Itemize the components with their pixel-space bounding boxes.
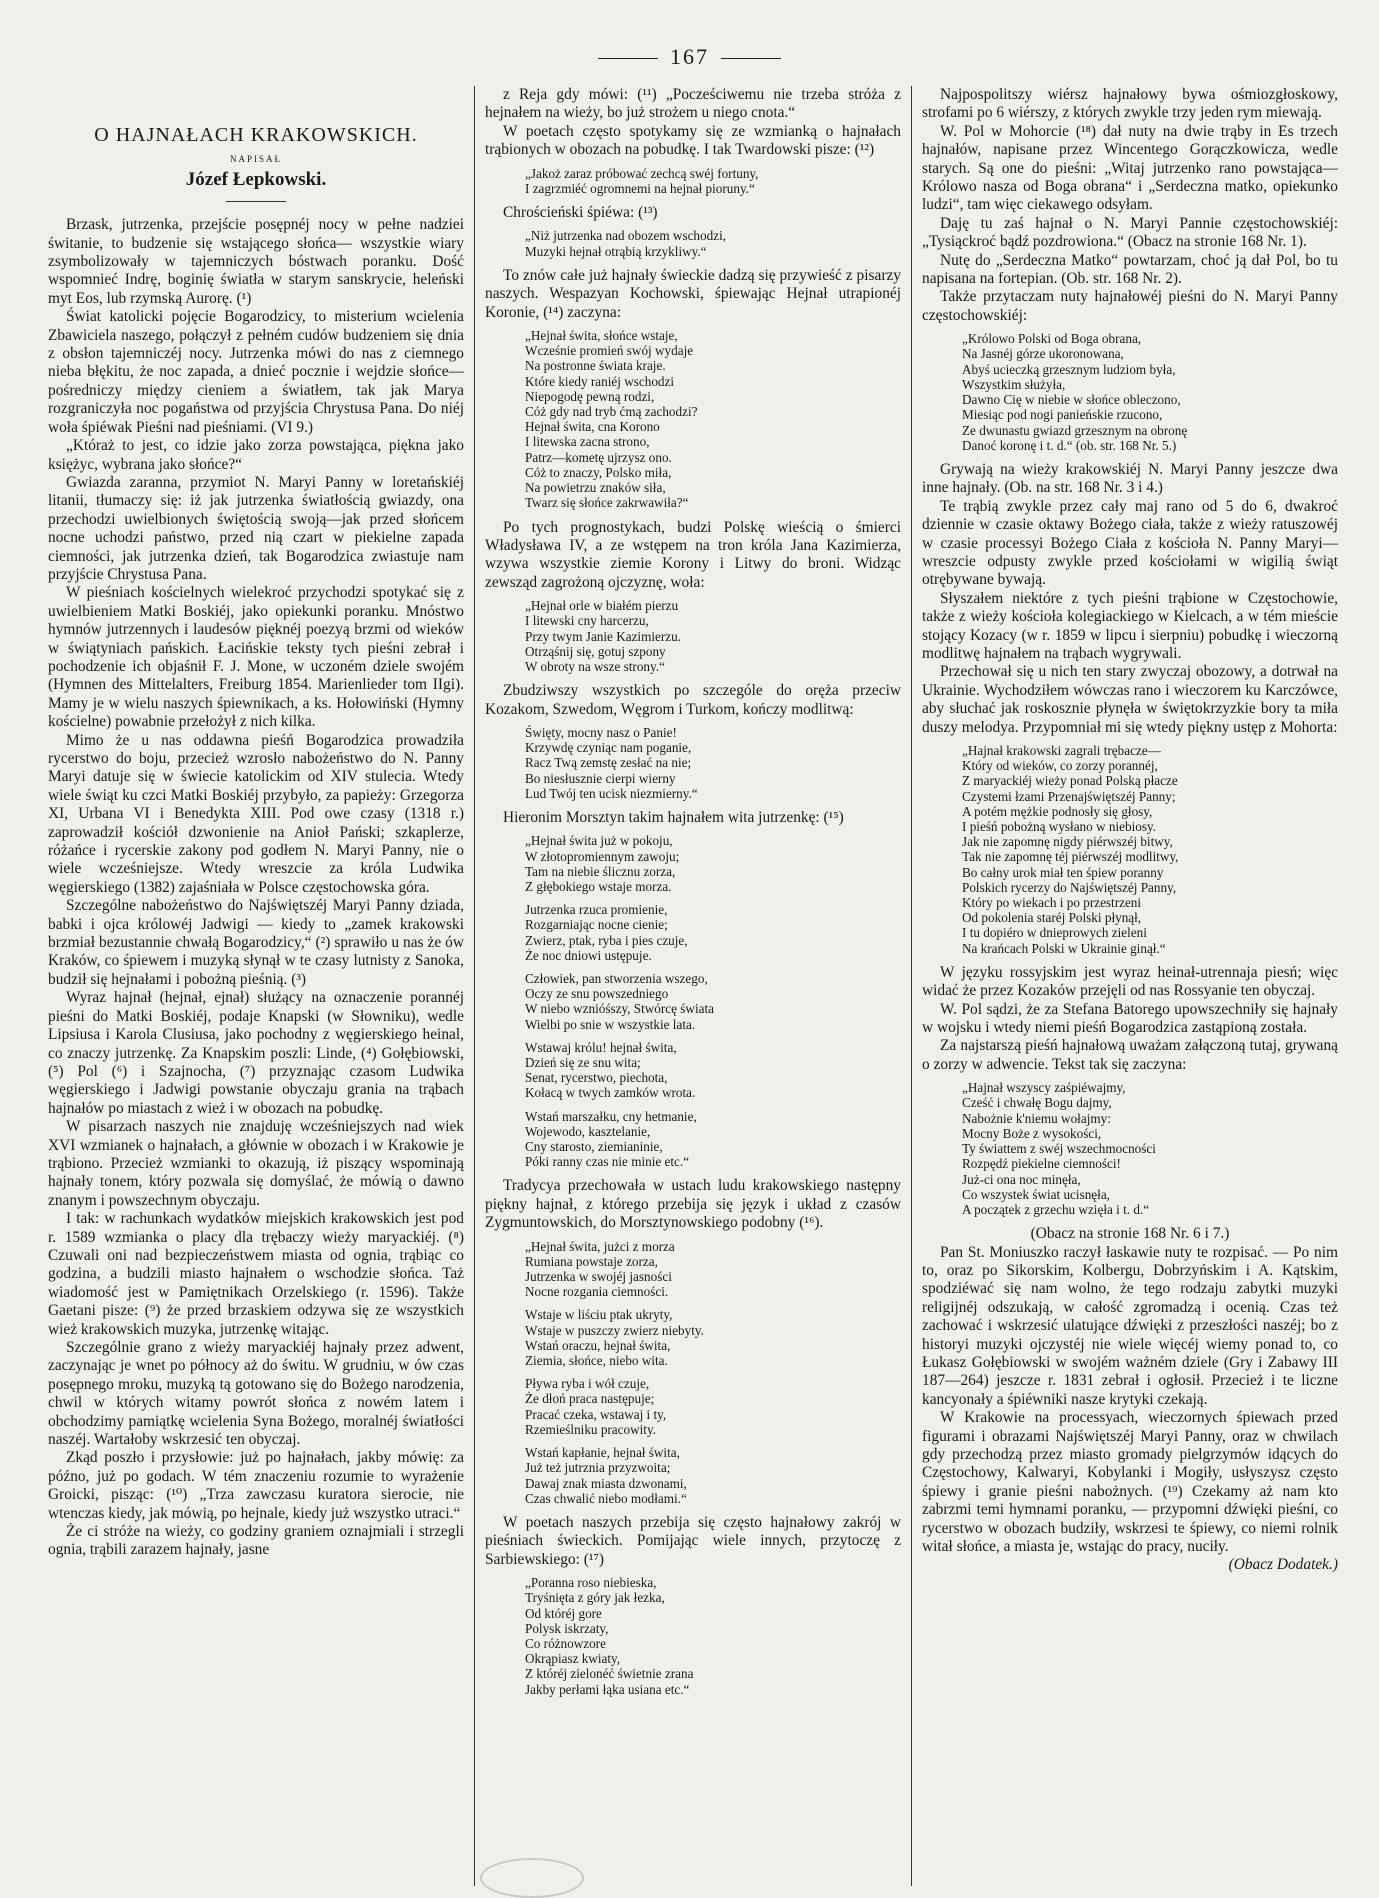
poem-line: Otrząśnij się, gotuj szpony: [525, 643, 666, 659]
poem-line: Od pokolenia staréj Polski płynął,: [962, 910, 1142, 926]
poem-stanza: [962, 743, 1338, 956]
poem-line: „Hejnał świta, słońce wstaje,: [525, 328, 678, 344]
poem-line: Wstawaj królu! hejnał świta,: [525, 1039, 677, 1055]
byline-label: NAPISAŁ: [229, 154, 282, 165]
poem-line: Który po wiekach i po przestrzeni: [962, 895, 1142, 911]
poem-line: Bo całny urok miał ten śpiew poranny: [962, 864, 1164, 880]
paragraph: Wyraz hajnał (hejnał, ejnał) służący na oznaczenie porannéj pieśni do Matki Boskiéj, podaje Knapski (w Słowniku), wedle Lipsiusa i Karola Clusiusa, jako pochodny z węgierskiego heinal, co znaczy jutrzenkę. Za Knapskim poszli: Linde, (⁴) Gołębiowski, (⁵) Pol (⁶) i Szajnocha, (⁷) przyznając czasom Ludwika węgierskiego i Jadwigi powstanie obyczaju grania na trąbach hajnałów po miastach z wież i w obozach na pobudkę.: [48, 989, 464, 1117]
poem-line: Rozpędź piekielne ciemności!: [962, 1156, 1121, 1172]
paragraph: Gwiazda zaranna, przymiot N. Maryi Panny w loretańskiéj litanii, tłumaczy się: iż jak jutrzenka światłością gwiazdy, ona przechodzi uwielbionych świętością swoją—jak przed słońcem nocne uchodzi państwo, przed nią czart w piekielne zapada ciemności, jak jutrzenka dzień, tak Bogarodzica zwiastuje nam przyjście Chrystusa Pana.: [48, 473, 464, 583]
text-columns: [38, 86, 1348, 1886]
poem-line: Wstaje w puszczy zwierz niebyty.: [525, 1322, 704, 1338]
poem-stanza: [525, 1239, 901, 1300]
paragraph: Hieronim Morsztyn takim hajnałem wita jutrzenkę: (¹⁵): [503, 808, 844, 826]
paragraph: W poetach często spotykamy się ze wzmianką o hajnałach trąbionych w obozach na pobudkę. I tak Twardowski pisze: (¹²): [485, 122, 901, 159]
poem-line: Tam na niebie ślicznu zorza,: [525, 863, 676, 879]
poem-quote: [525, 166, 901, 196]
poem-line: Wcześnie promień swój wydaje: [525, 343, 694, 359]
paragraph: Najpospolitszy wiérsz hajnałowy bywa ośmiozgłoskowy, strofami po 6 wiérszy, z których zwykle trzy jeden rym miewają.: [922, 86, 1338, 122]
poem-line: Cześć i chwałę Bogu dajmy,: [962, 1095, 1112, 1111]
poem-stanza: [525, 902, 901, 963]
paragraph: W pieśniach kościelnych wielekroć przychodzi spotykać się z uwielbieniem Matki Boskiéj, jako opiekunki poranku. Mnóstwo hymnów jutrzennych i laudesów pięknéj poezyą brzmi od wieków w świątyniach pańskich. Łacińskie teksty tych pieśni zebrał i pochodzenie ich objaśnił F. J. Mone, w uczoném dziele swojém (Hymnen des Mittelalters, Freiburg 1854. Marienlieder tom IIgi). Mamy je w wielu naszych śpiewnikach, a ks. Hołowiński (Hymny kościelne) powabnie przełożył z nich kilka.: [48, 584, 464, 731]
poem-line: „Królowo Polski od Boga obrana,: [962, 331, 1142, 347]
poem-line: Racz Twą zemstę zesłać na nie;: [525, 755, 692, 771]
column-2: [474, 86, 911, 1886]
poem-line: Polskich rycerzy do Najświętszéj Panny,: [962, 879, 1177, 895]
poem-line: „Poranna roso niebieska,: [525, 1575, 657, 1591]
paragraph: Brzask, jutrzenka, przejście posępnéj nocy w pełne nadziei świtanie, to budzenie się wstającego słońca— wszystkie wiary zsymbolizowały w tajemniczych bóstwach poranku. Dość wspomnieć Indrę, boginię światła w starym sanskrycie, heleński myt Eos, lub rzymską Aurorę. (¹): [48, 216, 464, 307]
poem-line: Co wszystek świat ucisnęła,: [962, 1186, 1110, 1202]
poem-line: Ziemia, słońce, niebo wita.: [525, 1353, 668, 1369]
paragraph: Po tych prognostykach, budzi Polskę wieścią o śmierci Władysława IV, a ze wstępem na tron króla Jana Kazimierza, wzywa wszystkie ziemie Korony i Litwy do broni. Widząc zewsząd zagrożoną ojczyznę, woła:: [485, 518, 901, 591]
poem-line: Krzywdę czyniąc nam poganie,: [525, 740, 692, 756]
poem-line: Okrąpiasz kwiaty,: [525, 1651, 621, 1667]
paragraph: Szczególne nabożeństwo do Najświętszéj Maryi Panny dziada, babki i ojca królowéj Jadwigi — kiedy to „zamek krakowski brzmiał bezustannie chwałą Bogarodzicy,“ (²) sprawiło u nas że ów Kraków, co śpiewem i muzyką słynął w te czasy lutnisty z Sanoka, budził się hejnałami i pobożną pieśnią. (³): [48, 897, 464, 988]
poem-line: Który od wieków, co zorzy porannéj,: [962, 758, 1158, 774]
poem-line: I pieśń pobożną wysłano w niebiosy.: [962, 819, 1156, 835]
paragraph: W poetach naszych przebija się często hajnałowy zakrój w pieśniach świeckich. Pomijając wiele innych, przytoczę z Sarbiewskiego: (¹⁷): [485, 1513, 901, 1568]
poem-line: „Jakoż zaraz próbować zechcą swéj fortuny,: [525, 165, 759, 181]
poem-line: I tu dopiéro w dnieprowych zieleni: [962, 925, 1147, 941]
poem-stanza: [525, 228, 901, 258]
paragraph: Nutę do „Serdeczna Matko“ powtarzam, choć ją dał Pol, bo tu napisana na fortepian. (Ob. str. 168 Nr. 2).: [922, 251, 1338, 288]
poem-stanza: [525, 328, 901, 510]
paragraph: (Obacz Dodatek.): [1228, 1556, 1338, 1574]
poem-stanza: [525, 1445, 901, 1506]
poem-line: Co różnowzore: [525, 1635, 606, 1651]
poem-line: I litewski cny harcerzu,: [525, 613, 649, 629]
poem-line: Rumiana powstaje zorza,: [525, 1253, 658, 1269]
poem-stanza: [525, 971, 901, 1032]
poem-line: Wojewodo, kasztelanie,: [525, 1123, 651, 1139]
poem-line: Że noc dniowi ustępuje.: [525, 947, 652, 963]
poem-line: Przy twym Janie Kazimierzu.: [525, 628, 682, 644]
poem-line: A początek z grzechu wzięła i t. d.“: [962, 1201, 1150, 1217]
poem-stanza: [962, 1080, 1338, 1217]
poem-line: Na krańcach Polski w Ukrainie ginął.“: [962, 940, 1166, 956]
paragraph: Przechował się u nich ten stary zwyczaj obozowy, a dotrwał na Ukrainie. Wychodziłem wówczas rano i wieczorem ku Karczówce, aby słuchać jak roskosznie płynęła w świętokrzyzkie bory ta miła duszy melodya. Przypomniał mi się wtedy piękny ustęp z Mohorta:: [922, 663, 1338, 736]
page-number-text: 167: [670, 44, 709, 69]
column-1: [38, 86, 474, 1886]
paragraph: „Któraż to jest, co idzie jako zorza powstająca, piękna jako księżyc, wybrana jako słońce?“: [48, 437, 464, 473]
poem-line: Z któréj zielonéć świetnie zrana: [525, 1666, 694, 1682]
paragraph: Tradycya przechowała w ustach ludu krakowskiego następny piękny hajnał, z którego przebija się język i układ z czasów Zygmuntowskich, do Morsztynowskiego podobny (¹⁶).: [485, 1177, 901, 1232]
poem-stanza: [962, 331, 1338, 453]
poem-line: Na postronne świata kraje.: [525, 358, 666, 374]
poem-line: Ze dwunastu gwiazd grzesznym na obronę: [962, 422, 1188, 438]
poem-line: Na Jasnéj górze ukoronowana,: [962, 346, 1124, 362]
paragraph: Także przytaczam nuty hajnałowéj pieśni do N. Maryi Panny częstochowskiéj:: [922, 288, 1338, 324]
poem-line: Póki ranny czas nie minie etc.“: [525, 1154, 690, 1170]
paragraph: (Obacz na stronie 168 Nr. 6 i 7.): [1030, 1225, 1230, 1243]
paragraph: Świat katolicki pojęcie Bogarodzicy, to misterium wcielenia Zbawiciela naszego, połączył z pełném cudów budzeniem się dnia z obsłon tajemniczéj nocy. Jutrzenka mówi do nas z ciemnego nieba błękitu, że noc zapada, a dnieć pocznie i wejdzie słońce—pośredniczy między cieniem a światłem, tak jak Marya rozgraniczyła noc pogaństwa od przyjścia Chrystusa Pana. Do niéj woła śpiéwak Pieśni nad pieśniami. (VI 9.): [48, 308, 464, 436]
poem-line: Muzyki hejnał otrąbią krzykliwy.“: [525, 243, 707, 259]
poem-line: W niebo wznióśszy, Stwórcę świata: [525, 1001, 714, 1017]
poem-stanza: [525, 725, 901, 801]
paragraph: Grywają na wieży krakowskiéj N. Maryi Panny jeszcze dwa inne hajnały. (Ob. na str. 168 Nr. 3 i 4.): [922, 460, 1338, 497]
poem-quote: [525, 833, 901, 1169]
poem-line: Czystemi łzami Przenajświętszéj Panny;: [962, 788, 1176, 804]
poem-stanza: [525, 166, 901, 196]
poem-line: Wstań marszałku, cny hetmanie,: [525, 1108, 697, 1124]
article-title: O HAJNAŁACH KRAKOWSKICH.: [94, 124, 418, 146]
paragraph: W. Pol w Mohorcie (¹⁸) dał nuty na dwie trąby in Es trzech hajnałów, napisane przez Wincentego Gorączkowicza, wedle starych. Są one do pieśni: „Witaj jutrzenko rano powstająca—Królowo nasza od Boga obrana“ i „Serdeczna matko, opiekunko ludzi“, tam więc ciekawego odsyłam.: [922, 122, 1338, 214]
poem-quote: [525, 1239, 901, 1506]
poem-line: Cny starosto, ziemianinie,: [525, 1139, 663, 1155]
page-number-rule-left: [598, 58, 658, 59]
poem-line: Już też jutrznia przyzwoita;: [525, 1460, 671, 1476]
poem-line: Wstań oraczu, hejnał świta,: [525, 1337, 671, 1353]
poem-line: Niepogodę pewną rodzi,: [525, 388, 655, 404]
poem-line: A potém mężkie podnosły się głosy,: [962, 803, 1153, 819]
paragraph: z Reja gdy mówi: (¹¹) „Pocześciwemu nie trzeba stróża z hejnałem na wieży, bo już strożem u niego cnota.“: [485, 86, 901, 122]
poem-line: Tak nie zapomnę téj piérwszéj modlitwy,: [962, 849, 1179, 865]
paragraph: Pan St. Moniuszko raczył łaskawie nuty te rozpisać. — Po nim to, oraz po Sikorskim, Kolbergu, Dobrzyńskim i A. Kątskim, spodziéwać się nam wolno, że tego rodzaju zabytki muzyki religijnéj odszukają, w całość zgromadzą i ocenią. Czas też zachować i wskrzesić ulatujące dźwięki z przeszłości naszéj; bo z historyi muzyki ojczystéj nie wiele więcéj wiemy ponad to, co Łukasz Gołębiowski w swojém ważném dziele (Gry i Zabawy III 187—264) jeszcze r. 1831 zebrał i ogłosił. Przecież i te liczne kancyonały a śpiéwniki nasze krytyki czekają.: [922, 1243, 1338, 1408]
poem-line: Czas chwalić niebo modłami.“: [525, 1490, 687, 1506]
page-number: [0, 44, 1379, 70]
paragraph: W pisarzach naszych nie znajduję wcześniejszych nad wiek XVI wzmianek o hajnałach, a głównie w obozach i w Krakowie je trąbiono. Przecież wzmianki to okazują, iż piszący wspominają hajnały tonem, który pozwala się domyślać, że mówią o dawno znanym i powszechnym obyczaju.: [48, 1118, 464, 1209]
poem-stanza: [525, 598, 901, 674]
poem-line: Z głębokiego wstaje morza.: [525, 878, 672, 894]
library-stamp: [480, 1858, 584, 1898]
poem-line: Polysk iskrzaty,: [525, 1620, 609, 1636]
poem-quote: [962, 331, 1338, 453]
poem-line: „Hejnał świta, jużci z morza: [525, 1238, 675, 1254]
paragraph: I tak: w rachunkach wydatków miejskich krakowskich jest pod r. 1589 wzmianka o placy dla trębaczy wieży maryackiéj. (⁸) Czuwali oni nad bezpieczeństwem miasta od ognia, trąbiąc co godzina, a budzili miasto hajnałem o wschodzie słońca. Taż wiadomość jest w Pamiętnikach Orzelskiego (r. 1596). Także Gaetani pisze: (⁹) że przed brzaskiem odzywa się ze wszystkich wież krakowskich muzyka, jutrzenkę witając.: [48, 1210, 464, 1338]
poem-line: Rozgarniając nocne cienie;: [525, 917, 668, 933]
paragraph: W języku rossyjskim jest wyraz heinał-utrennaja piesń; więc widać że przez Kozaków przejęli od nas Rossyanie ten obyczaj.: [922, 963, 1338, 1000]
poem-line: „Hejnał orle w białém pierzu: [525, 598, 679, 614]
paragraph: W. Pol sądzi, że za Stefana Batorego upowszechniły się hajnały w wojsku i wtedy niemi pieśń Bogarodzica zastąpioną została.: [922, 1000, 1338, 1037]
poem-quote: [525, 328, 901, 510]
poem-line: Jutrzenka w swojéj jasności: [525, 1269, 672, 1285]
poem-line: Danoć koronę i t. d.“ (ob. str. 168 Nr. 5.): [962, 437, 1177, 453]
poem-line: Już-ci ona noc minęła,: [962, 1171, 1081, 1187]
poem-line: Cóż to znaczy, Polsko miła,: [525, 464, 672, 480]
poem-line: W złotopromiennym zawoju;: [525, 848, 680, 864]
poem-line: W obroty na wsze strony.“: [525, 658, 665, 674]
poem-line: „Niż jutrzenka nad obozem wschodzi,: [525, 228, 727, 244]
paragraph: Szczególnie grano z wieży maryackiéj hajnały przez adwent, zaczynając je wnet po północy aż do świtu. W grudniu, w ów czas posępnego mroku, muzyką tą gotowano się do Bożego narodzenia, chwil w których witamy powrót słońca z nowém latem i obchodzimy pamiątkę wcielenia Syna Bożego, moralnéj światłości naszéj. Wartałoby wskrzesić ten obyczaj.: [48, 1339, 464, 1449]
poem-line: Tryśnięta z góry jak łezka,: [525, 1590, 665, 1606]
poem-line: Pracać czeka, wstawaj i ty,: [525, 1406, 667, 1422]
poem-line: Że dłoń praca następuje;: [525, 1391, 655, 1407]
paragraph: Za najstarszą pieśń hajnałową uważam załączoną tutaj, grywaną o zorzy w adwencie. Tekst tak się zaczyna:: [922, 1037, 1338, 1073]
paragraph: Mimo że u nas oddawna pieśń Bogarodzica prowadziła rycerstwo do boju, przecież wzrosło nabożeństwo do N. Panny Maryi datuje się w świecie katolickim od XIV stulecia. Wtedy wiele świąt ku czci Matki Boskiéj przybyło, za papieży: Grzegorza XI, Urbana VI i Benedykta XIII. Pod owe czasy (1318 r.) zaprowadził kościół dzwonienie na Anioł Pański; szkaplerze, różańce i rycerskie zakony pod godłem N. Maryi Panny, nie o wiele wcześniejsze. Wtedy wreszcie za króla Ludwika węgierskiego (1382) zajaśniała w Polsce częstochowska góra.: [48, 731, 464, 896]
poem-line: Wielbi po snie w wszystkie lata.: [525, 1016, 696, 1032]
paragraph: W Krakowie na processyach, wieczornych śpiewach przed figurami i obrazami Najświętszéj Maryi Panny, oraz w chwilach gdy przechodzą przez miasto gromady pielgrzymów idących do Częstochowy, Kalwaryi, Kobylanki i Mogiły, usłyszysz często śpiewy i granie pieśni nabożnych. (¹⁹) Czekamy aż nam kto zabrzmi temi hymnami poranku, — przypomni dźwięki pieśni, co rycerstwo w obozach budziły, wskrzesi te śpiewy, co niemi rolnik witał słońce, a miasta je, wstając do pracy, nuciły.: [922, 1409, 1338, 1556]
poem-line: Jutrzenka rzuca promienie,: [525, 902, 668, 918]
poem-line: Dawno Cię w niebie w słońce obleczono,: [962, 392, 1181, 408]
poem-line: Hejnał świta, cna Korono: [525, 419, 660, 435]
poem-line: Człowiek, pan stworzenia wszego,: [525, 971, 708, 986]
paragraph: Zkąd poszło i przysłowie: już po hajnałach, jakby mówię: za późno, już po godach. W tém znaczeniu rozumie to wyrażenie Groicki, pisząc: (¹⁰) „Trza zawczasu kuratora sierocie, nie wtenczas kiedy, jak mówią, po hejnale, kiedy już wszystko utraci.“: [48, 1449, 464, 1522]
poem-quote: [525, 725, 901, 801]
poem-quote: [525, 1575, 901, 1697]
paragraph: To znów całe już hajnały świeckie dadzą się przywieść z pisarzy naszych. Wespazyan Kochowski, śpiewając Hejnał utrapionéj Koronie, (¹⁴) zaczyna:: [485, 266, 901, 321]
poem-line: Lud Twój ten ucisk niezmierny.“: [525, 785, 698, 801]
poem-line: Dzień się ze snu wita;: [525, 1055, 641, 1071]
poem-line: Cóż gdy nad tryb ćmą zachodzi?: [525, 404, 698, 420]
poem-line: Patrz—kometę ujrzysz ono.: [525, 449, 672, 465]
poem-quote: [525, 598, 901, 674]
poem-line: Senat, rycerstwo, piechota,: [525, 1070, 668, 1086]
poem-line: Miesiąc pod nogi panieńskie rzucono,: [962, 407, 1163, 423]
paragraph: Chrościeński śpiéwa: (¹³): [503, 204, 658, 222]
poem-line: Które kiedy raniéj wschodzi: [525, 373, 675, 389]
poem-line: Jak nie zapomnę nigdy piérwszéj bitwy,: [962, 834, 1173, 850]
paragraph: Słyszałem niektóre z tych pieśni trąbione w Częstochowie, także z wieży kościoła kolegiackiego w Kielcach, a w tém mieście stojący Kozacy (w r. 1859 w lipcu i sierpniu) pobudkę i wieczorną modlitwę hajnałem na trąbach wygrywali.: [922, 589, 1338, 662]
poem-stanza: [525, 833, 901, 894]
poem-line: Od któréj gore: [525, 1605, 602, 1621]
poem-quote: [962, 743, 1338, 956]
author-divider: [226, 201, 286, 202]
poem-line: Święty, mocny nasz o Panie!: [525, 724, 677, 740]
author-name: Józef Łepkowski.: [185, 168, 327, 190]
poem-quote: [525, 228, 901, 258]
poem-line: Wszystkim służyła,: [962, 376, 1066, 392]
paragraph: Daję tu zaś hajnał o N. Maryi Pannie częstochowskiéj: „Tysiąckroć bądź pozdrowiona.“ (Obacz na stronie 168 Nr. 1).: [922, 214, 1338, 251]
poem-line: Abyś ucieczką grzesznym ludziom była,: [962, 361, 1176, 377]
poem-line: Bo niesłusznie cierpi wierny: [525, 770, 676, 786]
poem-line: „Hajnał wszyscy zaśpiéwajmy,: [962, 1080, 1126, 1096]
poem-line: Na powietrzu znaków siła,: [525, 480, 666, 496]
poem-quote: [962, 1080, 1338, 1217]
poem-line: Twarz się słońce zakrwawiła?“: [525, 495, 689, 511]
paragraph: Te trąbią zwykle przez cały maj rano od 5 do 6, dwakroć dziennie w czasie oktawy Bożego ciała, także z wieży ratuszowéj w czasie processyi Bożego Ciała z kościoła N. Panny Maryi—wreszcie odpusty zwykle przed kościołami w wigilią świąt otrębywane bywają.: [922, 497, 1338, 589]
poem-stanza: [525, 1040, 901, 1101]
poem-line: I zagrzmiéć ogromnemi na hejnał pioruny.“: [525, 180, 755, 196]
paragraph: Że ci stróże na wieży, co godziny graniem oznajmiali i strzegli ognia, trąbili zarazem hajnały, jasne: [48, 1523, 464, 1559]
poem-stanza: [525, 1109, 901, 1170]
paragraph: Zbudziwszy wszystkich po szczególe do oręża przeciw Kozakom, Szwedom, Węgrom i Turkom, kończy modlitwą:: [485, 682, 901, 718]
poem-line: Pływa ryba i wół czuje,: [525, 1376, 650, 1392]
poem-line: Dawaj znak miasta dzwonami,: [525, 1475, 687, 1491]
poem-line: „Hajnał krakowski zagrali trębacze—: [962, 743, 1161, 758]
poem-line: Nabożnie k'niemu wołajmy:: [962, 1110, 1111, 1126]
poem-line: I litewska zacna strono,: [525, 434, 650, 450]
column-3: [911, 86, 1348, 1886]
poem-line: Oczy ze snu powszedniego: [525, 986, 669, 1002]
poem-stanza: [525, 1575, 901, 1697]
page-number-rule-right: [721, 58, 781, 59]
poem-line: Jakby perłami łąka usiana etc.“: [525, 1681, 690, 1697]
poem-line: Mocny Boże z wysokości,: [962, 1125, 1102, 1141]
poem-line: Z maryackiéj wieży ponad Polską płacze: [962, 773, 1178, 789]
poem-line: Rzemieślniku pracowity.: [525, 1421, 656, 1437]
poem-line: „Hejnał świta już w pokoju,: [525, 833, 673, 849]
poem-line: Nocne rozgania ciemności.: [525, 1284, 669, 1300]
poem-line: Kołacą w twych zamków wrota.: [525, 1085, 696, 1101]
poem-stanza: [525, 1376, 901, 1437]
poem-line: Ty świattem z swéj wszechmocności: [962, 1141, 1156, 1157]
poem-line: Wstań kapłanie, hejnał świta,: [525, 1445, 680, 1461]
poem-line: Wstaje w liściu ptak ukryty,: [525, 1307, 673, 1323]
poem-stanza: [525, 1307, 901, 1368]
poem-line: Zwierz, ptak, ryba i pies czuje,: [525, 932, 688, 948]
